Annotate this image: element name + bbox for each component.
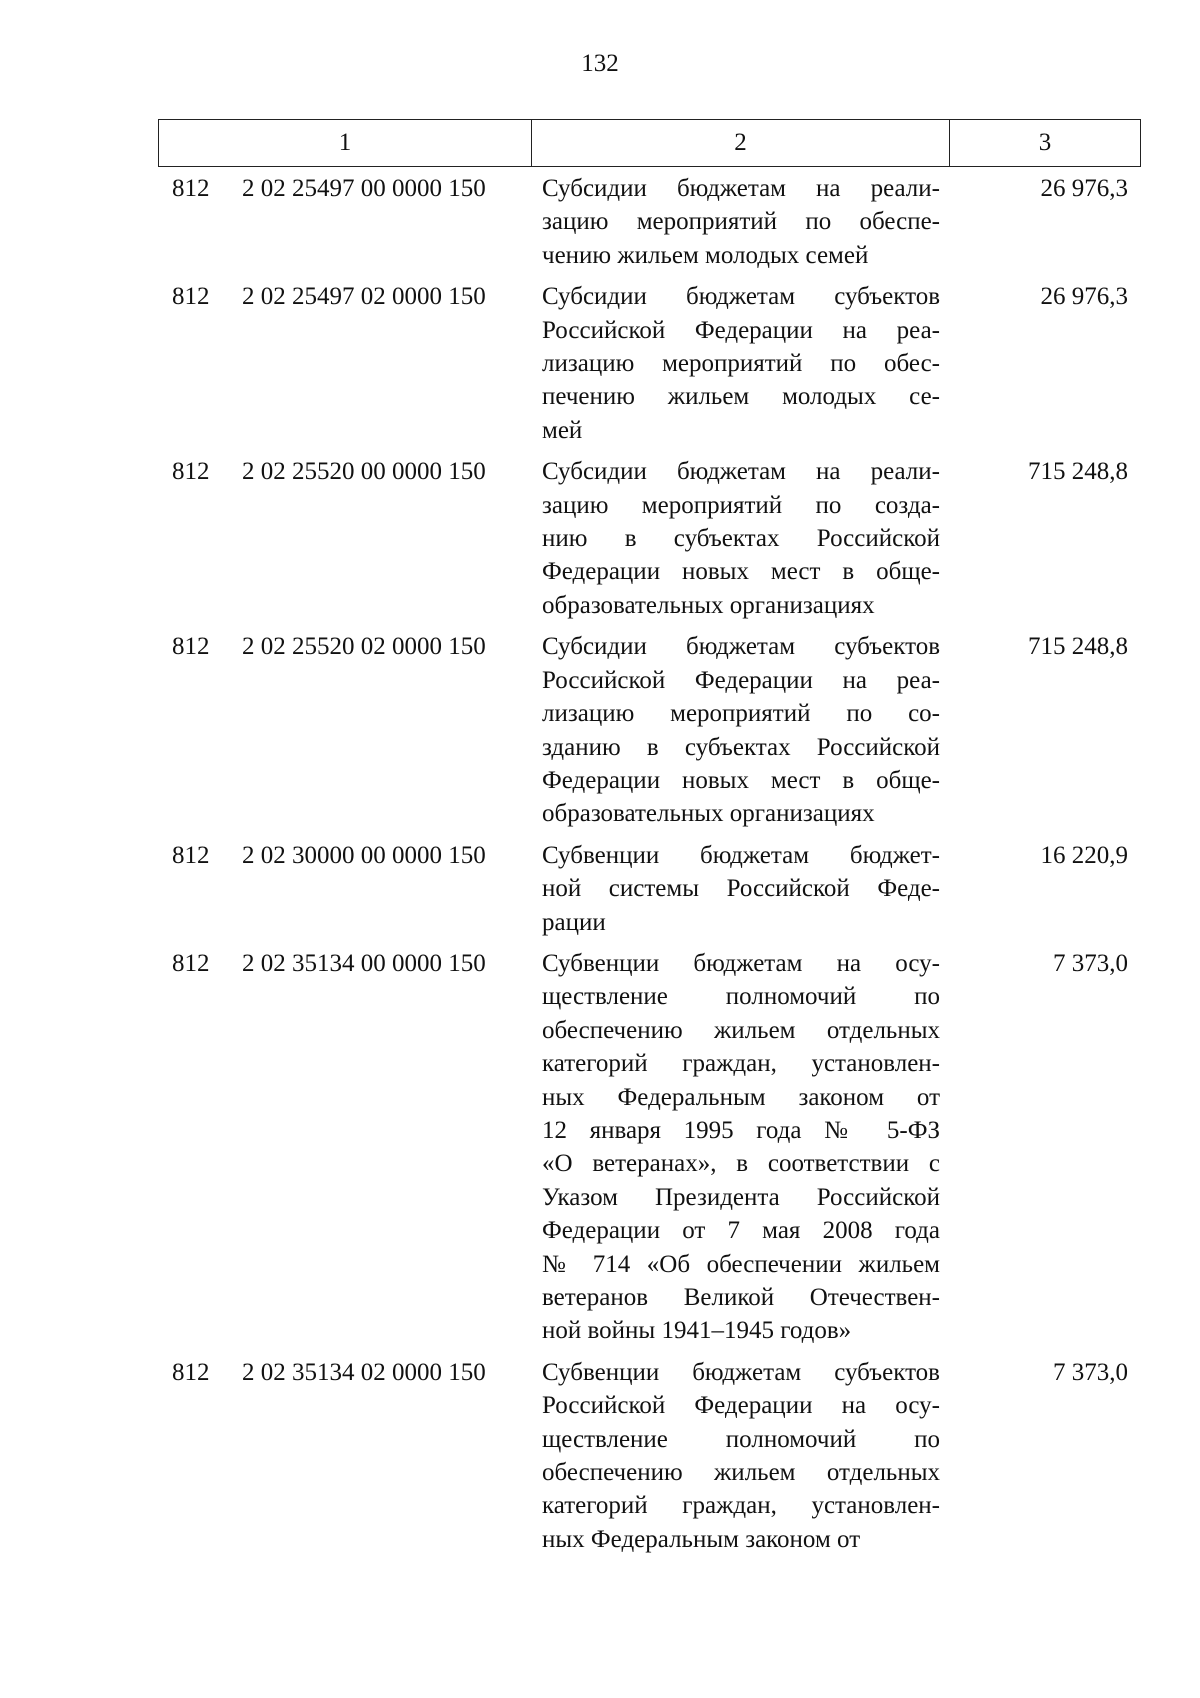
income-name-line: ветеранов Великой Отечествен- <box>542 1284 940 1311</box>
table-row <box>0 947 1200 1348</box>
income-name-line: обеспечению жильем отдельных <box>542 1459 940 1487</box>
income-name-line: «О ветеранах», в соответствии с <box>542 1150 940 1178</box>
income-name-line: Указом Президента Российской <box>542 1183 940 1211</box>
income-name-line: № 714 «Об обеспечении жильем <box>542 1250 940 1278</box>
income-name <box>542 280 940 447</box>
column-header-3: 3 <box>1038 129 1052 156</box>
column-header-1: 1 <box>159 120 532 166</box>
income-name-line: печению жильем молодых се- <box>542 383 940 411</box>
income-name-line: Федерации новых мест в обще- <box>542 766 940 794</box>
table-row <box>0 839 1200 939</box>
income-name-line: Субсидии бюджетам субъектов <box>542 633 940 661</box>
income-name-line: зацию мероприятий по созда- <box>542 491 940 519</box>
budget-code: 2 02 30000 00 0000 150 <box>242 841 486 869</box>
income-name-line: образовательных организациях <box>542 591 875 619</box>
admin-code: 812 <box>172 841 210 869</box>
amount-value: 715 248,8 <box>1028 633 1128 661</box>
income-name-line: Субсидии бюджетам на реали- <box>542 175 940 202</box>
income-name-line: чению жильем молодых семей <box>542 241 869 269</box>
admin-code: 812 <box>172 283 210 311</box>
income-name-line: ществление полномочий по <box>542 983 940 1011</box>
income-name <box>542 839 940 939</box>
income-name-line: 12 января 1995 года № 5-ФЗ <box>542 1116 940 1144</box>
income-name-line: обеспечению жильем отдельных <box>542 1016 940 1044</box>
table-header <box>158 119 1141 167</box>
income-name <box>542 947 940 1348</box>
column-header-2: 2 <box>532 120 950 166</box>
page-number: 132 <box>581 50 619 77</box>
table-row <box>0 630 1200 830</box>
income-name-line: рации <box>542 908 606 936</box>
budget-code: 2 02 25497 02 0000 150 <box>242 283 486 311</box>
budget-code: 2 02 25520 00 0000 150 <box>242 458 486 486</box>
income-name-line: Российской Федерации на реа- <box>542 316 940 344</box>
income-name-line: мей <box>542 416 583 444</box>
income-name-line: зданию в субъектах Российской <box>542 733 940 761</box>
income-name-line: ных Федеральным законом от <box>542 1083 940 1111</box>
income-name-line: ных Федеральным законом от <box>542 1525 861 1553</box>
table-row <box>0 172 1200 272</box>
table-row <box>0 1356 1200 1556</box>
admin-code: 812 <box>172 949 210 977</box>
amount-value: 7 373,0 <box>1053 949 1128 977</box>
income-name-line: зацию мероприятий по обеспе- <box>542 208 940 236</box>
income-name-line: Федерации новых мест в обще- <box>542 558 940 586</box>
income-name-line: Субсидии бюджетам субъектов <box>542 283 940 311</box>
income-name <box>542 455 940 622</box>
income-name-line: ной системы Российской Феде- <box>542 875 940 903</box>
income-name-line: Субвенции бюджетам субъектов <box>542 1358 940 1386</box>
admin-code: 812 <box>172 458 210 486</box>
income-name-line: категорий граждан, установлен- <box>542 1492 940 1520</box>
income-name-line: Российской Федерации на реа- <box>542 666 940 694</box>
table-row <box>0 280 1200 447</box>
income-name-line: нию в субъектах Российской <box>542 525 940 553</box>
amount-value: 26 976,3 <box>1040 283 1128 311</box>
budget-code: 2 02 35134 02 0000 150 <box>242 1358 486 1386</box>
amount-value: 16 220,9 <box>1040 841 1128 869</box>
amount-value: 7 373,0 <box>1053 1358 1128 1386</box>
table-row <box>0 455 1200 622</box>
income-name-line: ной войны 1941–1945 годов» <box>542 1317 852 1345</box>
admin-code: 812 <box>172 1358 210 1386</box>
admin-code: 812 <box>172 633 210 661</box>
income-name-line: лизацию мероприятий по со- <box>542 700 940 728</box>
budget-code: 2 02 35134 00 0000 150 <box>242 949 486 977</box>
amount-value: 26 976,3 <box>1040 175 1128 202</box>
income-name-line: Субвенции бюджетам бюджет- <box>542 841 940 869</box>
income-name-line: Российской Федерации на осу- <box>542 1392 940 1420</box>
income-name-line: категорий граждан, установлен- <box>542 1050 940 1078</box>
income-name <box>542 1356 940 1556</box>
income-name <box>542 172 940 272</box>
income-name-line: Субвенции бюджетам на осу- <box>542 949 940 977</box>
income-name-line: образовательных организациях <box>542 800 875 828</box>
amount-value: 715 248,8 <box>1028 458 1128 486</box>
income-name <box>542 630 940 830</box>
admin-code: 812 <box>172 175 210 202</box>
income-name-line: Субсидии бюджетам на реали- <box>542 458 940 486</box>
income-name-line: лизацию мероприятий по обес- <box>542 350 940 378</box>
table-body <box>0 172 1200 1556</box>
income-name-line: Федерации от 7 мая 2008 года <box>542 1217 940 1245</box>
budget-code: 2 02 25497 00 0000 150 <box>242 175 486 202</box>
budget-code: 2 02 25520 02 0000 150 <box>242 633 486 661</box>
income-name-line: ществление полномочий по <box>542 1425 940 1453</box>
